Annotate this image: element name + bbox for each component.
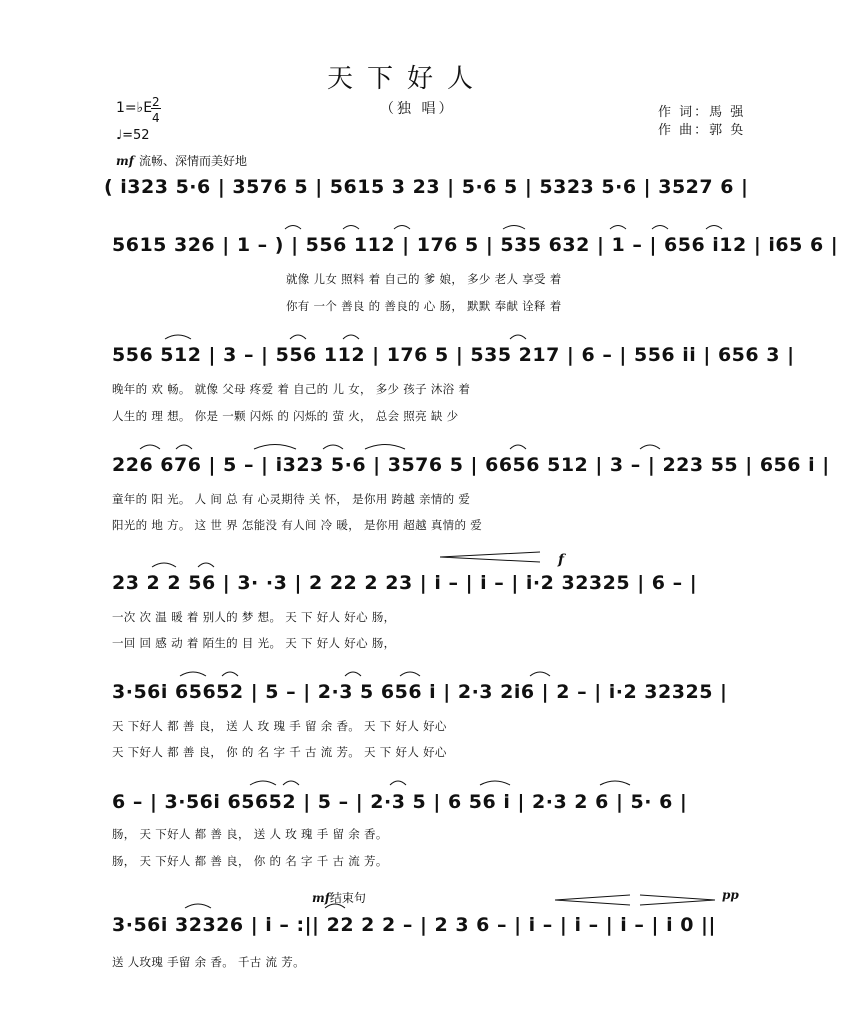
slur-mark — [510, 335, 526, 339]
quarter-note-icon: ♩ — [116, 128, 123, 143]
slur-mark — [290, 335, 306, 339]
decrescendo-hairpin — [640, 895, 715, 905]
slur-mark — [390, 781, 406, 785]
dynamic-mf-ending: mf — [312, 891, 330, 905]
notation-row: 6 – | 3·56i 65652 | 5 – | 2·3 5 | 6 56 i | 2·3 2 6 | 5· 6 | — [112, 791, 688, 813]
slur-mark — [480, 781, 510, 785]
slur-mark — [283, 781, 299, 785]
lyric-line: 晚年的 欢 畅。 就像 父母 疼爱 着 自己的 儿 女， 多少 孩子 沐浴 着 — [112, 382, 471, 396]
slur-mark — [285, 226, 301, 230]
slur-mark — [185, 904, 211, 908]
lyric-line: 天 下好人 都 善 良， 你 的 名 字 千 古 流 芳。 天 下 好人 好心 — [112, 745, 447, 759]
notation-row: 3·56i 32326 | i – :|| 22 2 2 – | 2 3 6 – | i – | i – | i – | i 0 || — [112, 914, 716, 936]
slur-mark — [610, 226, 626, 230]
dynamic-mf: mf — [116, 154, 134, 168]
meter-top: 2 — [152, 95, 160, 109]
slur-mark — [600, 781, 630, 785]
notation-row: ( i323 5·6 | 3576 5 | 5615 3 23 | 5·6 5 | 5323 5·6 | 3527 6 | — [104, 176, 749, 198]
slur-mark — [343, 226, 359, 230]
slur-mark — [140, 445, 160, 449]
expression-text: 流畅、深情而美好地 — [138, 154, 247, 168]
lyric-line: 一回 回 感 动 着 陌生的 目 光。 天 下 好人 好心 肠， — [112, 636, 396, 650]
lyric-line: 肠， 天 下好人 都 善 良， 你 的 名 字 千 古 流 芳。 — [112, 854, 388, 868]
slur-mark — [510, 445, 526, 449]
lyric-line: 天 下好人 都 善 良， 送 人 玫 瑰 手 留 余 香。 天 下 好人 好心 — [112, 719, 447, 733]
slur-mark — [165, 335, 191, 339]
lyric-line: 一次 次 温 暖 着 别人的 梦 想。 天 下 好人 好心 肠， — [112, 610, 396, 624]
slur-mark — [152, 563, 176, 567]
slur-mark — [640, 445, 660, 449]
lyric-line: 童年的 阳 光。 人 间 总 有 心灵期待 关 怀， 是你用 跨越 亲情的 爱 — [112, 492, 471, 506]
tempo-value: =52 — [122, 128, 150, 143]
dynamic-f: f — [558, 552, 565, 568]
lyric-line: 就像 儿女 照料 着 自己的 爹 娘， 多少 老人 享受 着 — [286, 272, 562, 286]
lyric-line: 阳光的 地 方。 这 世 界 怎能没 有人间 冷 暖， 是你用 超越 真情的 爱 — [112, 518, 483, 532]
slur-mark — [323, 445, 343, 449]
meter-bottom: 4 — [152, 111, 160, 125]
composer-credit: 作 曲：郭 奂 — [658, 123, 746, 138]
notation-row: 226 676 | 5 – | i323 5·6 | 3576 5 | 6656 512 | 3 – | 223 55 | 656 i | — [112, 454, 830, 476]
crescendo-hairpin — [440, 552, 540, 562]
notation-row: 556 512 | 3 – | 556 112 | 176 5 | 535 217 | 6 – | 556 ii | 656 3 | — [112, 344, 795, 366]
dynamic-pp: pp — [722, 888, 739, 902]
slur-mark — [530, 672, 550, 676]
slur-mark — [706, 226, 722, 230]
notation-row: 23 2 2 56 | 3· ·3 | 2 22 2 23 | i – | i – | i·2 32325 | 6 – | — [112, 572, 698, 594]
notation-row: 5615 326 | 1 – ) | 556 112 | 176 5 | 535 632 | 1 – | 656 i12 | i65 6 | — [112, 234, 839, 256]
slur-mark — [394, 226, 410, 230]
crescendo-hairpin — [555, 895, 630, 905]
song-subtitle: （独 唱） — [380, 101, 456, 117]
slur-mark — [254, 445, 296, 450]
slur-mark — [343, 335, 359, 339]
slur-mark — [180, 672, 206, 676]
lyric-line: 人生的 理 想。 你是 一颗 闪烁 的 闪烁的 萤 火， 总会 照亮 缺 少 — [112, 409, 459, 423]
key-signature: 1=♭E — [116, 100, 153, 116]
ending-label: 结束句 — [329, 891, 366, 905]
slur-mark — [250, 781, 276, 785]
slur-mark — [503, 226, 525, 230]
notation-row: 3·56i 65652 | 5 – | 2·3 5 656 i | 2·3 2i6 | 2 – | i·2 32325 | — [112, 681, 728, 703]
slur-mark — [325, 904, 345, 908]
song-title: 天下好人 — [327, 64, 488, 94]
lyric-line: 肠， 天 下好人 都 善 良， 送 人 玫 瑰 手 留 余 香。 — [112, 827, 388, 841]
slur-mark — [345, 672, 361, 676]
slur-mark — [176, 445, 192, 449]
slur-mark — [198, 563, 214, 567]
lyric-line: 送 人玫瑰 手留 余 香。 千古 流 芳。 — [112, 955, 305, 969]
slur-mark — [400, 672, 420, 676]
slur-mark — [222, 672, 238, 676]
slur-mark — [652, 226, 668, 230]
slur-mark — [365, 445, 405, 450]
lyricist-credit: 作 词：馬 强 — [658, 105, 746, 120]
lyric-line: 你有 一个 善良 的 善良的 心 肠， 默默 奉献 诠释 着 — [286, 299, 562, 313]
